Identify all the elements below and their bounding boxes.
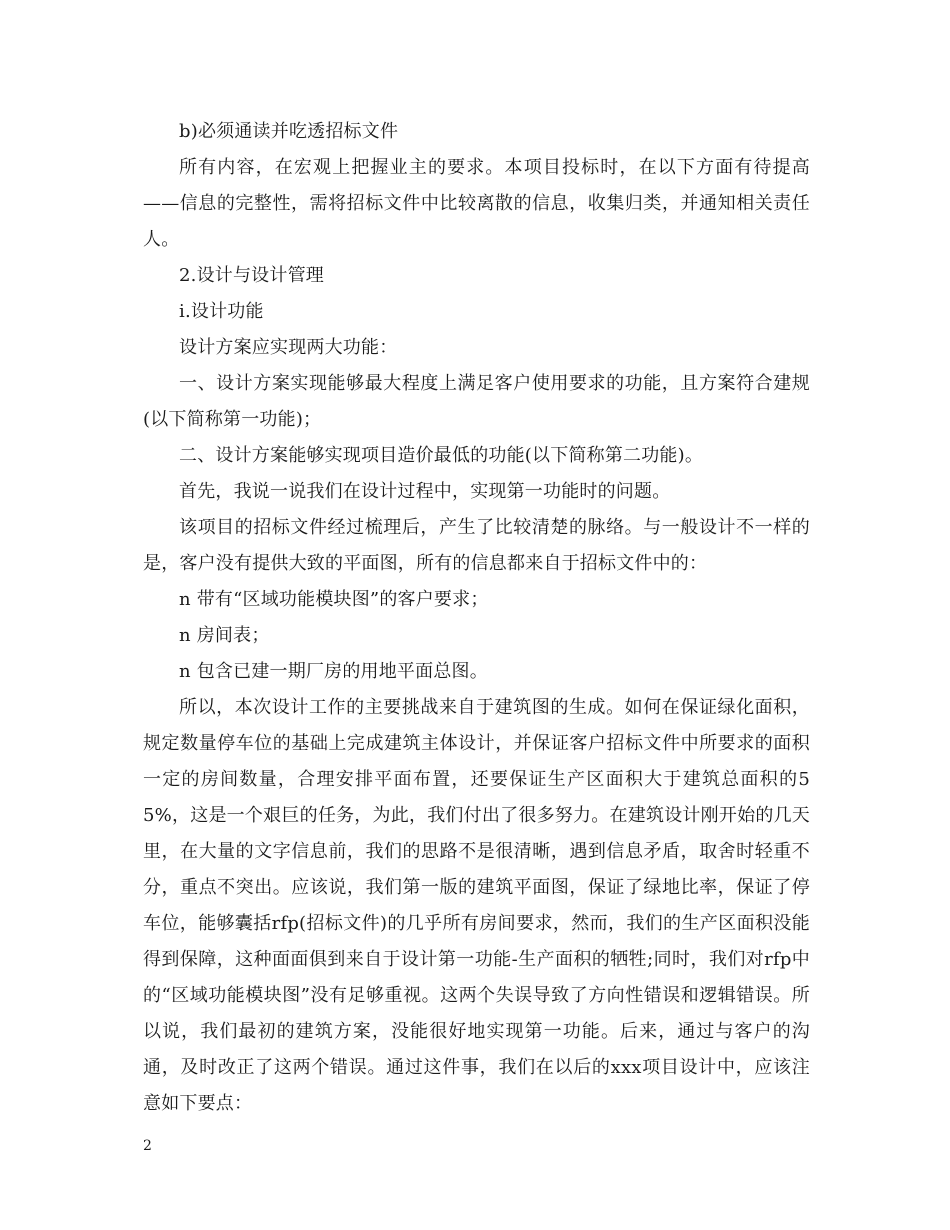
list-item-zone-diagram: n 带有“区域功能模块图”的客户要求； [179, 589, 489, 610]
paragraph-two-functions: 设计方案应实现两大功能： [179, 337, 398, 358]
subsection-heading-design-function: i.设计功能 [179, 301, 264, 322]
paragraph-tender-heading: b)必须通读并吃透招标文件 [179, 121, 399, 142]
paragraph-first-issues-intro: 首先，我说一说我们在设计过程中，实现第一功能时的问题。 [179, 481, 671, 502]
paragraph-tender-analysis: 该项目的招标文件经过梳理后，产生了比较清楚的脉络。与一般设计不一样的是，客户没有提供大致的平面图，所有的信息都来自于招标文件中的： [143, 517, 810, 574]
section-heading-design-management: 2.设计与设计管理 [179, 265, 324, 286]
page-number: 2 [143, 1138, 152, 1154]
paragraph-main-challenge: 所以，本次设计工作的主要挑战来自于建筑图的生成。如何在保证绿化面积，规定数量停车位的基础上完成建筑主体设计，并保证客户招标文件中所要求的面积一定的房间数量，合理安排平面布置，还要保证生产区面积大于建筑总面积的55%，这是一个艰巨的任务，为此，我们付出了很多努力。在建筑设计刚开始的几天里，在大量的文字信息前，我们的思路不是很清晰，遇到信息矛盾，取舍时轻重不分，重点不突出。应该说，我们第一版的建筑平面图，保证了绿地比率，保证了停车位，能够囊括rfp(招标文件)的几乎所有房间要求，然而，我们的生产区面积没能得到保障，这种面面俱到来自于设计第一功能-生产面积的牺牲;同时，我们对rfp中的“区域功能模块图”没有足够重视。这两个失误导致了方向性错误和逻辑错误。所以说，我们最初的建筑方案，没能很好地实现第一功能。后来，通过与客户的沟通，及时改正了这两个错误。通过这件事，我们在以后的xxx项目设计中，应该注意如下要点： [143, 697, 810, 1114]
paragraph-tender-content: 所有内容，在宏观上把握业主的要求。本项目投标时，在以下方面有待提高——信息的完整性，需将招标文件中比较离散的信息，收集归类，并通知相关责任人。 [143, 157, 810, 250]
document-page [143, 114, 810, 1122]
list-item-site-plan: n 包含已建一期厂房的用地平面总图。 [179, 661, 488, 682]
paragraph-second-function: 二、设计方案能够实现项目造价最低的功能(以下简称第二功能)。 [179, 445, 704, 466]
list-item-room-table: n 房间表； [179, 625, 270, 646]
paragraph-first-function: 一、设计方案实现能够最大程度上满足客户使用要求的功能，且方案符合建规(以下简称第一功能)； [143, 373, 810, 430]
